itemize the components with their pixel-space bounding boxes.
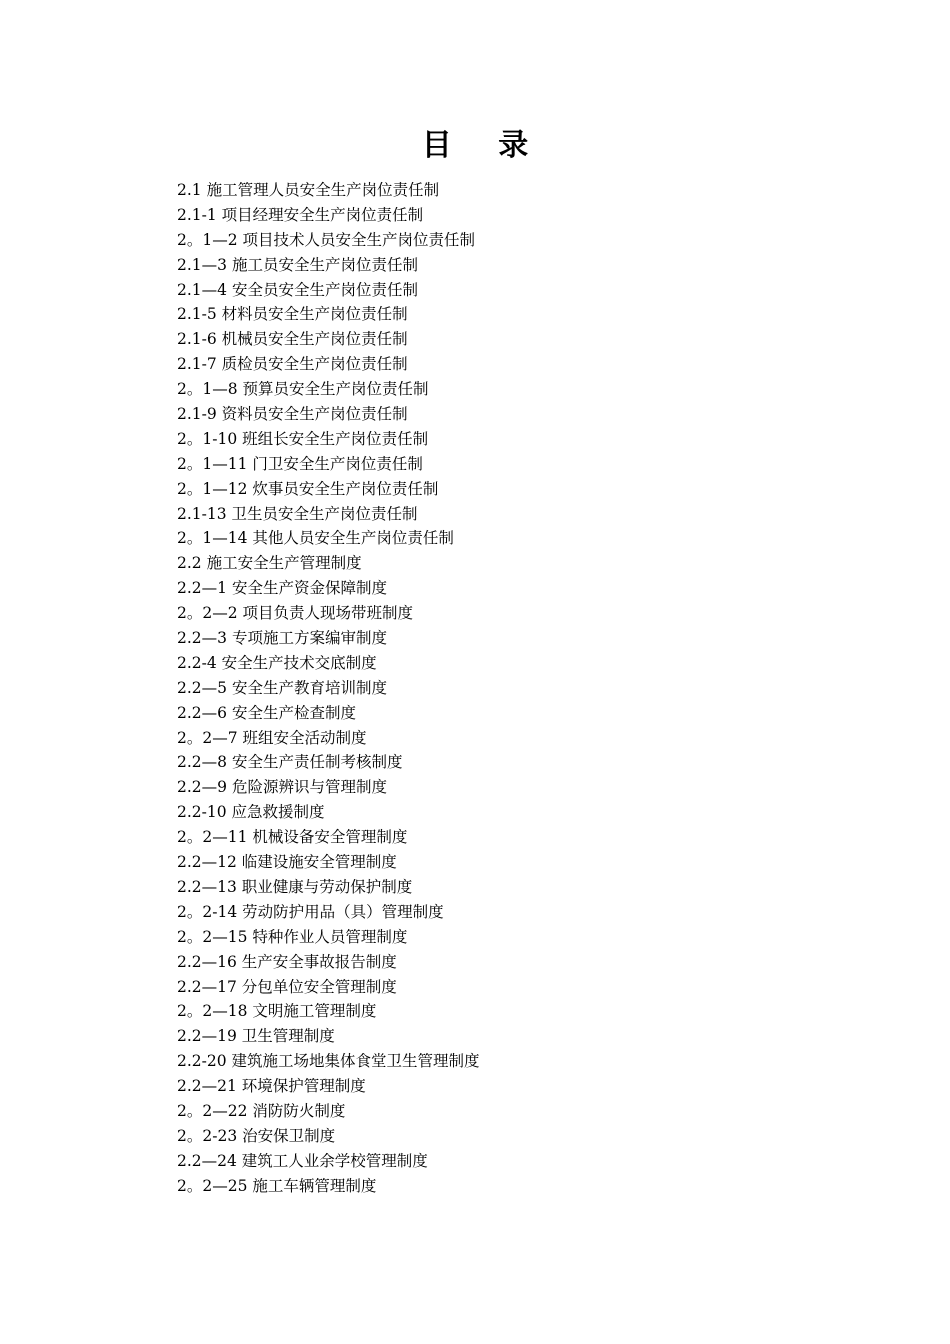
toc-entry: 2。1-10 班组长安全生产岗位责任制 <box>177 429 429 448</box>
toc-entry: 2。2—7 班组安全活动制度 <box>177 728 367 747</box>
toc-entry: 2.1—3 施工员安全生产岗位责任制 <box>177 255 418 274</box>
toc-entry: 2.1 施工管理人员安全生产岗位责任制 <box>177 181 440 199</box>
toc-entry: 2.2—5 安全生产教育培训制度 <box>177 678 387 697</box>
toc-entry: 2.2—21 环境保护管理制度 <box>177 1077 366 1096</box>
toc-entry: 2.2—13 职业健康与劳动保护制度 <box>177 877 413 896</box>
toc-entry: 2.2 施工安全生产管理制度 <box>177 554 362 573</box>
toc-entry: 2。2—25 施工车辆管理制度 <box>177 1176 377 1195</box>
toc-entry: 2。1—8 预算员安全生产岗位责任制 <box>177 380 429 399</box>
toc-entry: 2.2-20 建筑施工场地集体食堂卫生管理制度 <box>177 1052 480 1071</box>
toc-entry: 2。2—15 特种作业人员管理制度 <box>177 927 408 946</box>
toc-entry: 2.2—17 分包单位安全管理制度 <box>177 977 397 996</box>
toc-entry: 2.2—12 临建设施安全管理制度 <box>177 853 397 872</box>
toc-entry: 2。1—12 炊事员安全生产岗位责任制 <box>177 479 439 498</box>
toc-entry: 2.1—4 安全员安全生产岗位责任制 <box>177 280 418 299</box>
toc-list <box>177 178 480 1199</box>
toc-entry: 2.1-1 项目经理安全生产岗位责任制 <box>177 205 424 224</box>
toc-entry: 2.2—19 卫生管理制度 <box>177 1027 335 1046</box>
toc-entry: 2。2-23 治安保卫制度 <box>177 1126 336 1145</box>
toc-entry: 2。1—11 门卫安全生产岗位责任制 <box>177 454 423 473</box>
toc-entry: 2。2—22 消防防火制度 <box>177 1101 346 1120</box>
toc-entry: 2.2—24 建筑工人业余学校管理制度 <box>177 1151 428 1170</box>
toc-entry: 2.2—6 安全生产检查制度 <box>177 703 356 722</box>
toc-entry: 2.2—8 安全生产责任制考核制度 <box>177 753 403 772</box>
toc-entry: 2.1-6 机械员安全生产岗位责任制 <box>177 330 408 349</box>
toc-entry: 2。2—11 机械设备安全管理制度 <box>177 828 408 847</box>
toc-entry: 2.1-5 材料员安全生产岗位责任制 <box>177 305 408 324</box>
toc-entry: 2。1—14 其他人员安全生产岗位责任制 <box>177 529 454 548</box>
toc-entry: 2。2-14 劳动防护用品（具）管理制度 <box>177 902 444 921</box>
toc-entry: 2.2—16 生产安全事故报告制度 <box>177 952 397 971</box>
toc-entry: 2.2—1 安全生产资金保障制度 <box>177 579 387 598</box>
toc-entry: 2。2—18 文明施工管理制度 <box>177 1002 377 1021</box>
toc-title: 目 录 <box>421 128 547 163</box>
toc-entry: 2.2—3 专项施工方案编审制度 <box>177 629 387 648</box>
toc-entry: 2.1-13 卫生员安全生产岗位责任制 <box>177 504 418 523</box>
toc-entry: 2.2-4 安全生产技术交底制度 <box>177 653 377 672</box>
toc-entry: 2。2—2 项目负责人现场带班制度 <box>177 604 414 623</box>
toc-entry: 2.1-9 资料员安全生产岗位责任制 <box>177 405 408 424</box>
toc-entry: 2.2—9 危险源辨识与管理制度 <box>177 778 387 797</box>
toc-entry: 2.1-7 质检员安全生产岗位责任制 <box>177 355 408 374</box>
toc-entry: 2.2-10 应急救援制度 <box>177 803 325 822</box>
toc-entry: 2。1—2 项目技术人员安全生产岗位责任制 <box>177 230 476 249</box>
